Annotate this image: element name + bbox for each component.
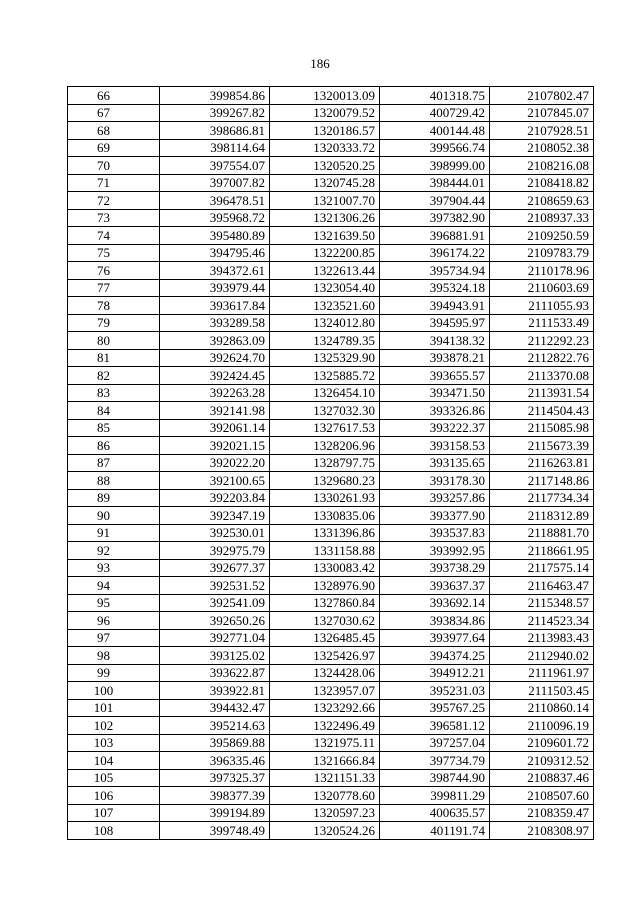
table-row [68,647,594,665]
x2-cell: 395767.25 [380,699,490,717]
table-row [68,594,594,612]
y2-cell: 2112940.02 [490,647,594,665]
y1-cell: 1329680.23 [270,472,380,490]
point-id-cell: 87 [68,454,160,472]
x1-cell: 398686.81 [160,122,270,140]
x1-cell: 392530.01 [160,524,270,542]
y2-cell: 2111055.93 [490,297,594,315]
point-id-cell: 91 [68,524,160,542]
y2-cell: 2107802.47 [490,87,594,105]
x2-cell: 397734.79 [380,752,490,770]
y1-cell: 1321975.11 [270,734,380,752]
point-id-cell: 105 [68,769,160,787]
y2-cell: 2111533.49 [490,314,594,332]
y2-cell: 2111961.97 [490,664,594,682]
x2-cell: 397257.04 [380,734,490,752]
y1-cell: 1321007.70 [270,192,380,210]
table-row [68,139,594,157]
table-row [68,192,594,210]
y1-cell: 1322200.85 [270,244,380,262]
y2-cell: 2110178.96 [490,262,594,280]
table-row [68,577,594,595]
x1-cell: 397554.07 [160,157,270,175]
table-row [68,699,594,717]
point-id-cell: 96 [68,612,160,630]
y2-cell: 2117734.34 [490,489,594,507]
y2-cell: 2113931.54 [490,384,594,402]
x1-cell: 393922.81 [160,682,270,700]
y1-cell: 1323957.07 [270,682,380,700]
x1-cell: 392677.37 [160,559,270,577]
table-row [68,629,594,647]
y1-cell: 1324428.06 [270,664,380,682]
point-id-cell: 85 [68,419,160,437]
y2-cell: 2115673.39 [490,437,594,455]
y1-cell: 1327030.62 [270,612,380,630]
y2-cell: 2116263.81 [490,454,594,472]
y1-cell: 1323292.66 [270,699,380,717]
x2-cell: 395734.94 [380,262,490,280]
x2-cell: 393692.14 [380,594,490,612]
point-id-cell: 103 [68,734,160,752]
y2-cell: 2110096.19 [490,717,594,735]
y2-cell: 2117575.14 [490,559,594,577]
x2-cell: 394374.25 [380,647,490,665]
point-id-cell: 70 [68,157,160,175]
point-id-cell: 69 [68,139,160,157]
x2-cell: 396881.91 [380,227,490,245]
table-row [68,419,594,437]
x2-cell: 397904.44 [380,192,490,210]
y1-cell: 1325885.72 [270,367,380,385]
x1-cell: 397325.37 [160,769,270,787]
y2-cell: 2117148.86 [490,472,594,490]
x1-cell: 392975.79 [160,542,270,560]
x2-cell: 399811.29 [380,787,490,805]
point-id-cell: 84 [68,402,160,420]
point-id-cell: 108 [68,822,160,840]
point-id-cell: 100 [68,682,160,700]
x1-cell: 393289.58 [160,314,270,332]
table-row [68,157,594,175]
x2-cell: 393158.53 [380,437,490,455]
point-id-cell: 102 [68,717,160,735]
y1-cell: 1320013.09 [270,87,380,105]
table-row [68,524,594,542]
point-id-cell: 80 [68,332,160,350]
x2-cell: 396174.22 [380,244,490,262]
y1-cell: 1325426.97 [270,647,380,665]
coordinate-table [67,86,594,840]
y1-cell: 1324789.35 [270,332,380,350]
point-id-cell: 99 [68,664,160,682]
point-id-cell: 75 [68,244,160,262]
point-id-cell: 88 [68,472,160,490]
table-row [68,262,594,280]
x1-cell: 392022.20 [160,454,270,472]
table-row [68,804,594,822]
point-id-cell: 86 [68,437,160,455]
x1-cell: 397007.82 [160,174,270,192]
point-id-cell: 107 [68,804,160,822]
x1-cell: 392424.45 [160,367,270,385]
x1-cell: 392100.65 [160,472,270,490]
table-row [68,752,594,770]
y1-cell: 1320333.72 [270,139,380,157]
x1-cell: 393622.87 [160,664,270,682]
x2-cell: 400635.57 [380,804,490,822]
x2-cell: 393377.90 [380,507,490,525]
x2-cell: 396581.12 [380,717,490,735]
x2-cell: 393977.64 [380,629,490,647]
y1-cell: 1327860.84 [270,594,380,612]
point-id-cell: 71 [68,174,160,192]
y1-cell: 1328206.96 [270,437,380,455]
y2-cell: 2118881.70 [490,524,594,542]
y2-cell: 2108659.63 [490,192,594,210]
x2-cell: 394912.21 [380,664,490,682]
x1-cell: 398377.39 [160,787,270,805]
point-id-cell: 81 [68,349,160,367]
y1-cell: 1326454.10 [270,384,380,402]
y2-cell: 2108418.82 [490,174,594,192]
y1-cell: 1324012.80 [270,314,380,332]
table-row [68,402,594,420]
y1-cell: 1320524.26 [270,822,380,840]
point-id-cell: 104 [68,752,160,770]
point-id-cell: 95 [68,594,160,612]
table-row [68,769,594,787]
x1-cell: 399194.89 [160,804,270,822]
y1-cell: 1328797.75 [270,454,380,472]
y2-cell: 2112822.76 [490,349,594,367]
y1-cell: 1321151.33 [270,769,380,787]
table-row [68,349,594,367]
x2-cell: 398444.01 [380,174,490,192]
table-row [68,472,594,490]
y1-cell: 1330835.06 [270,507,380,525]
point-id-cell: 78 [68,297,160,315]
point-id-cell: 67 [68,104,160,122]
point-id-cell: 93 [68,559,160,577]
table-row [68,559,594,577]
table-row [68,787,594,805]
y1-cell: 1320079.52 [270,104,380,122]
table-row [68,717,594,735]
table-row [68,822,594,840]
x1-cell: 392624.70 [160,349,270,367]
x1-cell: 395214.63 [160,717,270,735]
point-id-cell: 74 [68,227,160,245]
table-row [68,314,594,332]
x1-cell: 392863.09 [160,332,270,350]
y1-cell: 1323521.60 [270,297,380,315]
x2-cell: 395324.18 [380,279,490,297]
x1-cell: 394372.61 [160,262,270,280]
x1-cell: 399748.49 [160,822,270,840]
table-row [68,367,594,385]
point-id-cell: 82 [68,367,160,385]
table-row [68,734,594,752]
x1-cell: 398114.64 [160,139,270,157]
x2-cell: 398999.00 [380,157,490,175]
y2-cell: 2118312.89 [490,507,594,525]
y1-cell: 1320778.60 [270,787,380,805]
table-row [68,542,594,560]
x2-cell: 394943.91 [380,297,490,315]
x2-cell: 393834.86 [380,612,490,630]
x2-cell: 394138.32 [380,332,490,350]
y1-cell: 1322613.44 [270,262,380,280]
x2-cell: 394595.97 [380,314,490,332]
point-id-cell: 101 [68,699,160,717]
x1-cell: 392141.98 [160,402,270,420]
y1-cell: 1322496.49 [270,717,380,735]
x1-cell: 392771.04 [160,629,270,647]
y2-cell: 2108837.46 [490,769,594,787]
x2-cell: 397382.90 [380,209,490,227]
point-id-cell: 73 [68,209,160,227]
y1-cell: 1320520.25 [270,157,380,175]
x1-cell: 396335.46 [160,752,270,770]
page-number: 186 [310,56,330,71]
x1-cell: 392347.19 [160,507,270,525]
y2-cell: 2113370.08 [490,367,594,385]
coordinate-table-body [68,87,594,840]
x2-cell: 393257.86 [380,489,490,507]
y1-cell: 1320186.57 [270,122,380,140]
point-id-cell: 90 [68,507,160,525]
x1-cell: 395968.72 [160,209,270,227]
x2-cell: 400144.48 [380,122,490,140]
point-id-cell: 68 [68,122,160,140]
x1-cell: 392541.09 [160,594,270,612]
x1-cell: 393125.02 [160,647,270,665]
point-id-cell: 72 [68,192,160,210]
y2-cell: 2116463.47 [490,577,594,595]
x1-cell: 395480.89 [160,227,270,245]
y2-cell: 2114504.43 [490,402,594,420]
point-id-cell: 77 [68,279,160,297]
x2-cell: 401318.75 [380,87,490,105]
y2-cell: 2109250.59 [490,227,594,245]
point-id-cell: 94 [68,577,160,595]
y1-cell: 1331396.86 [270,524,380,542]
table-row [68,332,594,350]
x2-cell: 393992.95 [380,542,490,560]
table-row [68,664,594,682]
x2-cell: 401191.74 [380,822,490,840]
table-row [68,297,594,315]
table-row [68,104,594,122]
x1-cell: 393617.84 [160,297,270,315]
y2-cell: 2112292.23 [490,332,594,350]
x1-cell: 392203.84 [160,489,270,507]
table-row [68,279,594,297]
y1-cell: 1321306.26 [270,209,380,227]
point-id-cell: 92 [68,542,160,560]
y1-cell: 1321666.84 [270,752,380,770]
y2-cell: 2111503.45 [490,682,594,700]
x1-cell: 395869.88 [160,734,270,752]
y2-cell: 2108937.33 [490,209,594,227]
y1-cell: 1327032.30 [270,402,380,420]
point-id-cell: 76 [68,262,160,280]
x1-cell: 392021.15 [160,437,270,455]
x1-cell: 399267.82 [160,104,270,122]
y2-cell: 2108507.60 [490,787,594,805]
point-id-cell: 83 [68,384,160,402]
y2-cell: 2115348.57 [490,594,594,612]
x2-cell: 393738.29 [380,559,490,577]
table-row [68,174,594,192]
x2-cell: 393637.37 [380,577,490,595]
y2-cell: 2118661.95 [490,542,594,560]
x2-cell: 393878.21 [380,349,490,367]
table-row [68,87,594,105]
table-row [68,682,594,700]
point-id-cell: 98 [68,647,160,665]
x2-cell: 393326.86 [380,402,490,420]
point-id-cell: 106 [68,787,160,805]
y2-cell: 2110860.14 [490,699,594,717]
x2-cell: 398744.90 [380,769,490,787]
y1-cell: 1320745.28 [270,174,380,192]
point-id-cell: 79 [68,314,160,332]
x1-cell: 392650.26 [160,612,270,630]
x1-cell: 394432.47 [160,699,270,717]
x2-cell: 393471.50 [380,384,490,402]
y1-cell: 1326485.45 [270,629,380,647]
y1-cell: 1328976.90 [270,577,380,595]
x1-cell: 392061.14 [160,419,270,437]
x2-cell: 393178.30 [380,472,490,490]
y1-cell: 1320597.23 [270,804,380,822]
point-id-cell: 89 [68,489,160,507]
x2-cell: 395231.03 [380,682,490,700]
x1-cell: 399854.86 [160,87,270,105]
y1-cell: 1331158.88 [270,542,380,560]
table-row [68,244,594,262]
y2-cell: 2115085.98 [490,419,594,437]
y2-cell: 2114523.34 [490,612,594,630]
table-row [68,209,594,227]
x2-cell: 393135.65 [380,454,490,472]
y2-cell: 2109601.72 [490,734,594,752]
x1-cell: 392263.28 [160,384,270,402]
y2-cell: 2108052.38 [490,139,594,157]
y1-cell: 1321639.50 [270,227,380,245]
table-row [68,437,594,455]
x1-cell: 396478.51 [160,192,270,210]
y2-cell: 2108308.97 [490,822,594,840]
y2-cell: 2109783.79 [490,244,594,262]
table-row [68,122,594,140]
x2-cell: 393655.57 [380,367,490,385]
y2-cell: 2107845.07 [490,104,594,122]
x1-cell: 393979.44 [160,279,270,297]
y1-cell: 1330261.93 [270,489,380,507]
x2-cell: 400729.42 [380,104,490,122]
y2-cell: 2109312.52 [490,752,594,770]
y1-cell: 1330083.42 [270,559,380,577]
x2-cell: 399566.74 [380,139,490,157]
y2-cell: 2108216.08 [490,157,594,175]
x1-cell: 394795.46 [160,244,270,262]
table-row [68,227,594,245]
x1-cell: 392531.52 [160,577,270,595]
y2-cell: 2113983.43 [490,629,594,647]
table-row [68,489,594,507]
y2-cell: 2108359.47 [490,804,594,822]
table-row [68,612,594,630]
point-id-cell: 97 [68,629,160,647]
table-row [68,384,594,402]
y1-cell: 1323054.40 [270,279,380,297]
point-id-cell: 66 [68,87,160,105]
table-row [68,454,594,472]
x2-cell: 393537.83 [380,524,490,542]
y1-cell: 1325329.90 [270,349,380,367]
x2-cell: 393222.37 [380,419,490,437]
y2-cell: 2107928.51 [490,122,594,140]
y1-cell: 1327617.53 [270,419,380,437]
table-row [68,507,594,525]
y2-cell: 2110603.69 [490,279,594,297]
